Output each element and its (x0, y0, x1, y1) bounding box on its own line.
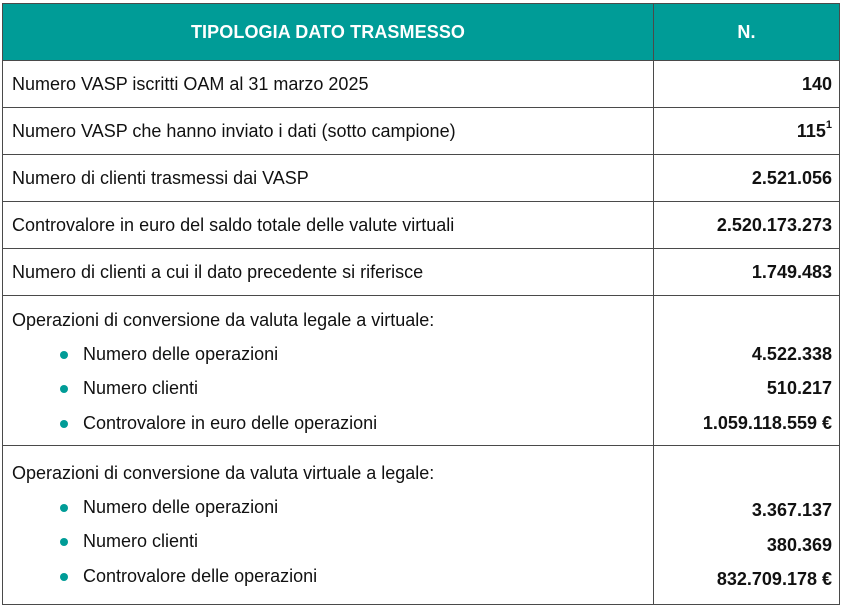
table-header (3, 4, 839, 60)
group-virtuale-to-legale (3, 445, 839, 604)
group-item-label: Controvalore in euro delle operazioni (83, 413, 378, 433)
group-item-value: 1.059.118.559 € (702, 413, 832, 433)
row-value: 1.749.483 (751, 261, 832, 282)
group-item-label: Numero delle operazioni (83, 344, 279, 364)
table-row (3, 154, 839, 201)
group-legale-to-virtuale (3, 295, 839, 445)
bullet-icon (60, 573, 68, 581)
group-item-value: 380.369 (766, 535, 832, 555)
group-item-value: 3.367.137 (751, 500, 832, 520)
row-label: Controvalore in euro del saldo totale delle valute virtuali (12, 214, 455, 235)
bullet-icon (60, 351, 68, 359)
group-item-value: 510.217 (766, 378, 832, 398)
group-title: Operazioni di conversione da valuta legale a virtuale: (12, 310, 435, 330)
bullet-icon (60, 385, 68, 393)
row-value: 2.520.173.273 (716, 214, 832, 235)
header-col-n: N. (737, 21, 756, 42)
bullet-icon (60, 504, 68, 512)
group-item-label: Controvalore delle operazioni (83, 566, 318, 586)
row-label: Numero VASP iscritti OAM al 31 marzo 2025 (12, 73, 369, 94)
row-label: Numero di clienti trasmessi dai VASP (12, 167, 309, 188)
row-value-with-footnote (797, 108, 832, 154)
row-value: 140 (801, 73, 832, 94)
row-value: 2.521.056 (751, 167, 832, 188)
row-value: 115 (796, 120, 826, 141)
bullet-icon (60, 420, 68, 428)
header-col-tipologia: TIPOLOGIA DATO TRASMESSO (3, 4, 654, 60)
footnote-marker: 1 (825, 119, 832, 131)
group-item-value: 832.709.178 € (716, 569, 832, 589)
table-row (3, 248, 839, 295)
group-item-label: Numero delle operazioni (83, 497, 279, 517)
bullet-icon (60, 538, 68, 546)
group-item-label: Numero clienti (83, 378, 199, 398)
table-row (3, 201, 839, 248)
data-table (2, 3, 840, 605)
group-item-value: 4.522.338 (751, 344, 832, 364)
row-label: Numero di clienti a cui il dato precedente si riferisce (12, 261, 424, 282)
group-item-label: Numero clienti (83, 531, 199, 551)
group-title: Operazioni di conversione da valuta virtuale a legale: (12, 463, 435, 483)
row-label: Numero VASP che hanno inviato i dati (sotto campione) (12, 120, 456, 141)
table-row (3, 107, 839, 154)
table-row (3, 60, 839, 107)
